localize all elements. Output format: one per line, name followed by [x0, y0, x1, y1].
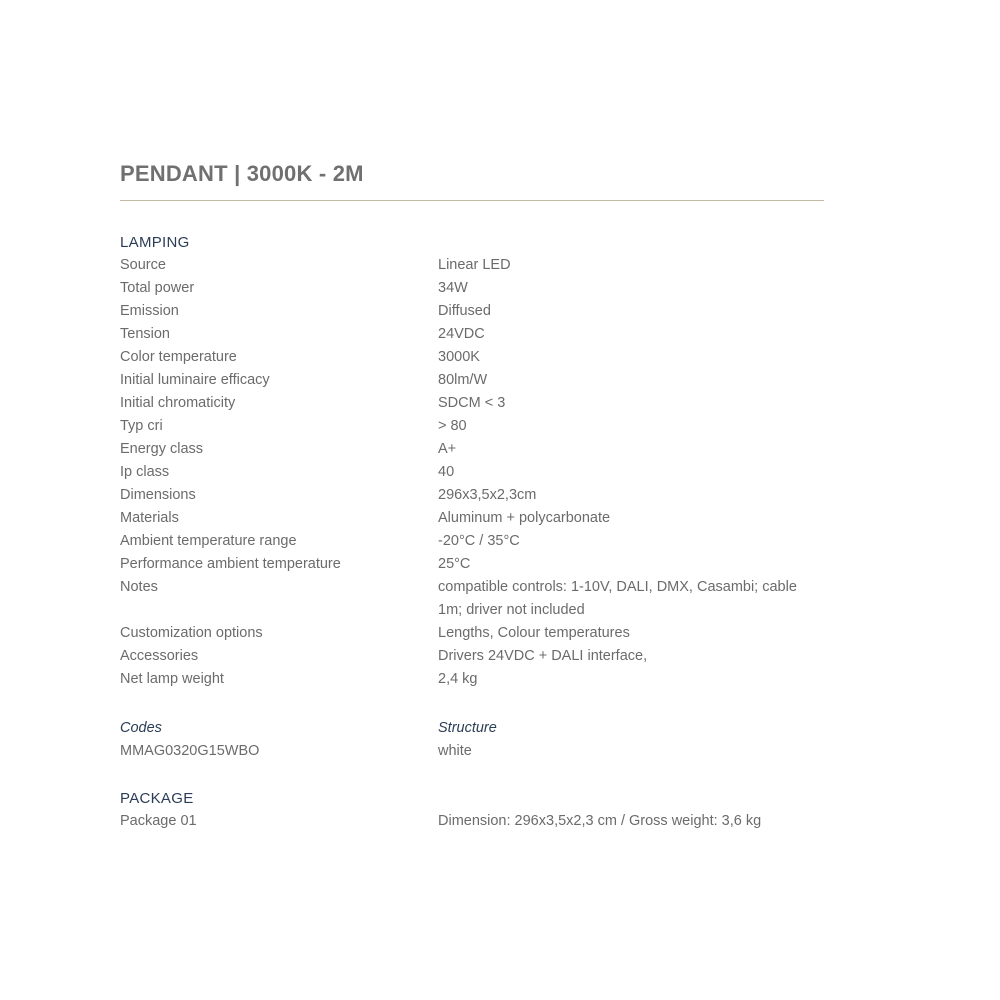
page-title — [120, 158, 824, 190]
spec-value: 80lm/W — [438, 372, 488, 388]
codes-section — [120, 717, 824, 763]
spec-value: 25°C — [438, 556, 471, 572]
spec-value: 40 — [438, 464, 455, 480]
spec-value: 34W — [438, 280, 468, 296]
spec-value: 24VDC — [438, 326, 485, 342]
title-product: PENDANT — [120, 161, 228, 186]
spec-row — [120, 576, 824, 622]
spec-value: compatible controls: 1-10V, DALI, DMX, Casambi; cable 1m; driver not included — [438, 579, 797, 618]
spec-value: A+ — [438, 441, 457, 457]
spec-value: 3000K — [438, 349, 480, 365]
spec-value: Linear LED — [438, 257, 511, 273]
spec-label: Ip class — [120, 464, 170, 480]
spec-value: Lengths, Colour temperatures — [438, 625, 630, 641]
spec-label: Color temperature — [120, 349, 237, 365]
codes-value-row — [120, 740, 824, 763]
package-value: Dimension: 296x3,5x2,3 cm / Gross weight: 3,6 kg — [438, 813, 762, 829]
spec-label: Notes — [120, 579, 158, 595]
spec-row — [120, 392, 824, 415]
spec-row — [120, 553, 824, 576]
spec-row — [120, 415, 824, 438]
codes-heading-row — [120, 717, 824, 740]
structure-heading: Structure — [438, 720, 497, 736]
spec-value: 2,4 kg — [438, 671, 478, 687]
spec-value: -20°C / 35°C — [438, 533, 520, 549]
spec-value: Aluminum + polycarbonate — [438, 510, 611, 526]
spec-row — [120, 254, 824, 277]
spec-value: SDCM < 3 — [438, 395, 506, 411]
spec-row — [120, 277, 824, 300]
spec-value: Drivers 24VDC + DALI interface, — [438, 648, 648, 664]
spec-label: Energy class — [120, 441, 204, 457]
spec-row — [120, 507, 824, 530]
spec-label: Emission — [120, 303, 179, 319]
lamping-spec-list — [120, 254, 824, 691]
spec-row — [120, 530, 824, 553]
package-row — [120, 810, 824, 833]
spec-row — [120, 622, 824, 645]
spec-label: Total power — [120, 280, 195, 296]
spec-label: Dimensions — [120, 487, 196, 503]
spec-label: Initial luminaire efficacy — [120, 372, 270, 388]
spec-row — [120, 668, 824, 691]
spec-label: Typ cri — [120, 418, 163, 434]
spec-label: Materials — [120, 510, 179, 526]
spec-label: Tension — [120, 326, 170, 342]
spec-label: Accessories — [120, 648, 199, 664]
spec-row — [120, 323, 824, 346]
spec-label: Net lamp weight — [120, 671, 224, 687]
lamping-section — [120, 231, 824, 691]
product-code: MMAG0320G15WBO — [120, 743, 260, 759]
spec-row — [120, 369, 824, 392]
spec-row — [120, 346, 824, 369]
spec-row — [120, 484, 824, 507]
spec-label: Source — [120, 257, 166, 273]
spec-label: Performance ambient temperature — [120, 556, 341, 572]
spec-row — [120, 300, 824, 323]
package-label: Package 01 — [120, 813, 197, 829]
spec-label: Customization options — [120, 625, 263, 641]
structure-value: white — [438, 743, 472, 759]
package-heading: PACKAGE — [120, 790, 194, 807]
spec-label: Initial chromaticity — [120, 395, 236, 411]
spec-value: 296x3,5x2,3cm — [438, 487, 537, 503]
spec-row — [120, 438, 824, 461]
codes-heading: Codes — [120, 720, 162, 736]
spec-label: Ambient temperature range — [120, 533, 297, 549]
lamping-heading: LAMPING — [120, 234, 190, 251]
spec-row — [120, 645, 824, 668]
title-divider — [120, 200, 824, 201]
spec-row — [120, 461, 824, 484]
spec-value: > 80 — [438, 418, 467, 434]
package-section — [120, 787, 824, 833]
title-separator: | — [234, 161, 241, 186]
title-variant: 3000K - 2M — [246, 161, 364, 186]
spec-value: Diffused — [438, 303, 491, 319]
spec-sheet — [120, 158, 824, 833]
